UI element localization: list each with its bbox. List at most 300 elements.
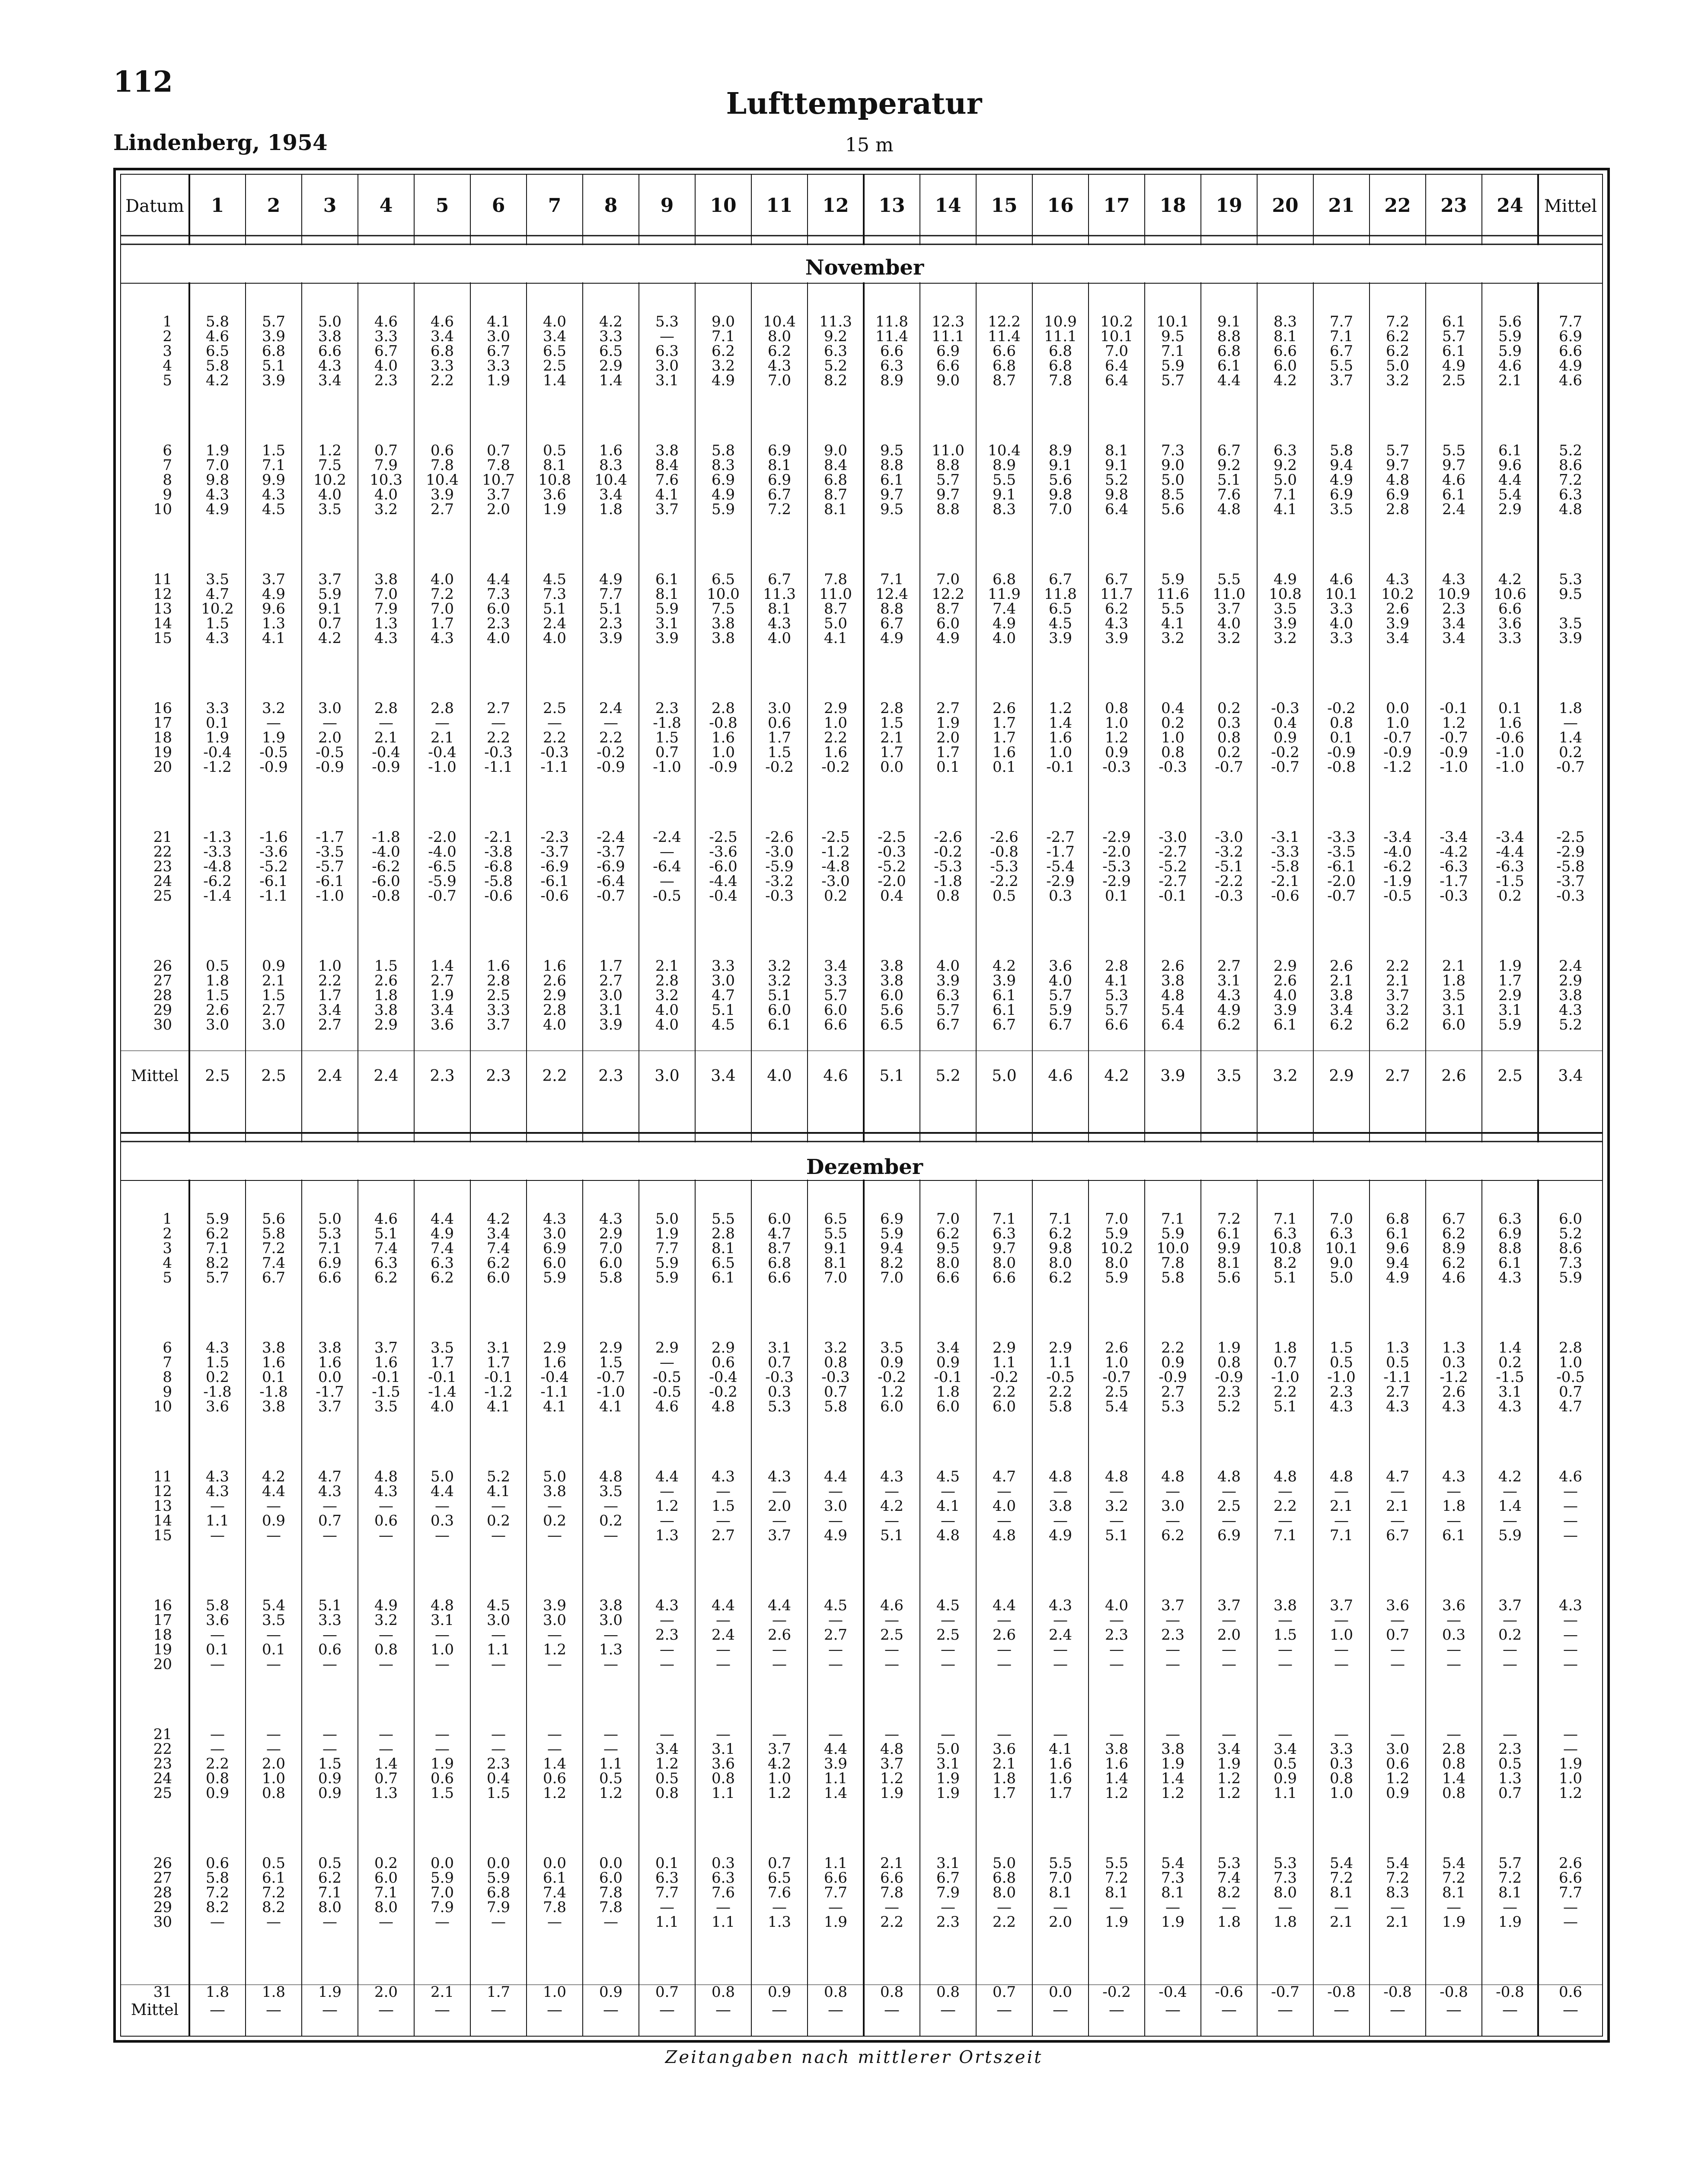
temperature-value: 8.1	[1273, 328, 1297, 345]
temperature-value: 3.0	[767, 700, 792, 717]
temperature-value: -0.6	[1496, 729, 1524, 746]
temperature-value: 6.9	[1386, 486, 1410, 503]
temperature-value: -6.3	[1440, 858, 1468, 875]
temperature-value: —	[1390, 1641, 1405, 1658]
temperature-value: 4.9	[205, 501, 230, 518]
temperature-value: —	[379, 1497, 393, 1515]
temperature-value: -6.1	[316, 873, 344, 890]
temperature-value: —	[1222, 1612, 1236, 1629]
temperature-value: —	[266, 1497, 281, 1515]
temperature-value: 4.6	[205, 328, 230, 345]
temperature-value: -3.7	[540, 843, 569, 860]
day-label: 22	[153, 843, 172, 860]
day-label: 28	[153, 987, 172, 1004]
temperature-value: 2.9	[1048, 1339, 1073, 1356]
temperature-value: —	[660, 1641, 674, 1658]
temperature-value: -3.1	[1271, 828, 1299, 846]
temperature-value: -3.0	[821, 873, 850, 890]
temperature-value: 4.3	[262, 486, 286, 503]
temperature-value: 1.8	[599, 501, 623, 518]
temperature-value: —	[1053, 1483, 1068, 1500]
temperature-value: —	[603, 1497, 618, 1515]
temperature-value: 1.8	[1217, 1913, 1241, 1931]
temperature-value: 6.2	[1217, 1016, 1241, 1033]
temperature-value: 1.0	[1161, 729, 1185, 746]
day-label: 8	[163, 1369, 172, 1386]
temperature-value: 4.3	[1442, 1398, 1466, 1415]
temperature-value: -1.5	[1496, 1369, 1524, 1386]
temperature-value: 6.5	[205, 342, 230, 360]
temperature-value: 5.9	[880, 1225, 904, 1242]
temperature-value: —	[379, 1527, 393, 1544]
temperature-value: 3.3	[430, 357, 454, 374]
temperature-value: —	[1109, 1726, 1124, 1743]
temperature-value: —	[1563, 1626, 1578, 1644]
temperature-value: —	[997, 1656, 1012, 1673]
temperature-value: 1.8	[205, 972, 230, 989]
temperature-value: 7.8	[599, 1899, 623, 1916]
temperature-value: 12.2	[988, 313, 1021, 330]
temperature-value: —	[1053, 1512, 1068, 1529]
temperature-value: 1.4	[543, 372, 567, 389]
temperature-value: 5.4	[262, 1597, 286, 1614]
temperature-value: 0.8	[1161, 744, 1185, 761]
temperature-value: -3.5	[316, 843, 344, 860]
temperature-value: —	[1222, 1656, 1236, 1673]
temperature-value: 3.1	[936, 1755, 960, 1772]
temperature-value: 3.8	[374, 1001, 398, 1019]
temperature-value: 1.5	[318, 1755, 342, 1772]
temperature-value: —	[1390, 1726, 1405, 1743]
temperature-value: 7.5	[711, 600, 735, 617]
temperature-value: —	[1503, 1656, 1517, 1673]
temperature-value: 1.6	[1048, 1770, 1073, 1787]
temperature-value: -0.7	[597, 887, 625, 905]
temperature-value: 7.3	[543, 585, 567, 603]
temperature-value: —	[660, 1899, 674, 1916]
temperature-value: 1.5	[880, 714, 904, 732]
temperature-value: 5.2	[1217, 1398, 1241, 1415]
temperature-value: 0.5	[1386, 1354, 1410, 1371]
temperature-value: -5.7	[316, 858, 344, 875]
temperature-value: 8.3	[1386, 1884, 1410, 1901]
temperature-value: 3.9	[1558, 630, 1583, 647]
temperature-value: 8.8	[880, 600, 904, 617]
temperature-value: -0.4	[428, 744, 457, 761]
temperature-value: 0.0	[543, 1855, 567, 1872]
temperature-value: —	[772, 1512, 787, 1529]
temperature-value: 1.5	[655, 729, 679, 746]
temperature-value: 7.9	[374, 457, 398, 474]
temperature-value: 6.1	[1386, 1225, 1410, 1242]
temperature-value: —	[941, 1483, 955, 1500]
temperature-value: 0.3	[767, 1383, 792, 1401]
temperature-value: —	[1563, 1527, 1578, 1544]
temperature-value: —	[210, 1913, 225, 1931]
temperature-value: 5.4	[1498, 486, 1522, 503]
temperature-value: -0.9	[1215, 1369, 1243, 1386]
temperature-value: -1.4	[428, 1383, 457, 1401]
temperature-value: 4.2	[318, 630, 342, 647]
temperature-value: 0.6	[430, 442, 454, 459]
temperature-value: 0.8	[1217, 729, 1241, 746]
temperature-value: 4.8	[1386, 471, 1410, 489]
temperature-value: 4.0	[1273, 987, 1297, 1004]
mean-value: —	[1165, 2001, 1181, 2019]
temperature-value: 3.4	[936, 1339, 960, 1356]
temperature-value: 6.7	[1329, 342, 1354, 360]
temperature-value: 1.5	[374, 957, 398, 975]
temperature-value: 4.0	[1105, 1597, 1129, 1614]
temperature-value: —	[1053, 1899, 1068, 1916]
day-label: 21	[153, 1726, 172, 1743]
temperature-value: 4.3	[1498, 1398, 1522, 1415]
temperature-value: 6.7	[374, 342, 398, 360]
temperature-value: 4.2	[767, 1755, 792, 1772]
temperature-value: 1.7	[486, 1983, 511, 2001]
mean-row-label: Mittel	[131, 1067, 179, 1085]
temperature-value: 5.9	[1498, 1527, 1522, 1544]
temperature-value: 1.6	[374, 1354, 398, 1371]
temperature-value: 4.4	[711, 1597, 735, 1614]
temperature-value: —	[1563, 1512, 1578, 1529]
temperature-value: 8.1	[767, 600, 792, 617]
temperature-value: 5.5	[711, 1210, 735, 1228]
temperature-value: 3.5	[262, 1612, 286, 1629]
temperature-value: 4.8	[936, 1527, 960, 1544]
temperature-value: 0.8	[824, 1983, 848, 2001]
temperature-value: 2.3	[1329, 1383, 1354, 1401]
temperature-value: —	[1563, 1656, 1578, 1673]
day-label: 18	[153, 729, 172, 746]
temperature-value: 8.0	[1273, 1884, 1297, 1901]
temperature-value: -6.1	[1327, 858, 1356, 875]
temperature-value: 3.9	[655, 630, 679, 647]
temperature-value: 3.2	[711, 357, 735, 374]
temperature-value: —	[660, 1512, 674, 1529]
temperature-value: -2.5	[709, 828, 737, 846]
temperature-value: 3.9	[824, 1755, 848, 1772]
temperature-value: 2.0	[1048, 1913, 1073, 1931]
temperature-value: 7.6	[711, 1884, 735, 1901]
temperature-value: 0.1	[205, 714, 230, 732]
temperature-value: 4.2	[992, 957, 1016, 975]
temperature-value: -3.8	[484, 843, 513, 860]
temperature-value: 0.7	[767, 1855, 792, 1872]
temperature-value: 4.2	[880, 1497, 904, 1515]
temperature-value: 8.1	[1105, 1884, 1129, 1901]
temperature-value: 7.0	[599, 1240, 623, 1257]
temperature-value: -0.3	[765, 1369, 794, 1386]
temperature-value: 4.0	[1217, 615, 1241, 632]
temperature-value: 5.8	[262, 1225, 286, 1242]
temperature-value: 4.3	[1442, 571, 1466, 588]
temperature-value: -0.8	[1327, 758, 1356, 776]
temperature-value: 1.2	[1105, 729, 1129, 746]
temperature-value: 6.3	[1329, 1225, 1354, 1242]
temperature-value: -1.7	[316, 828, 344, 846]
temperature-value: 4.5	[711, 1016, 735, 1033]
temperature-value: -0.3	[540, 744, 569, 761]
temperature-value: 8.1	[711, 1240, 735, 1257]
temperature-value: —	[772, 1726, 787, 1743]
temperature-value: 2.8	[711, 1225, 735, 1242]
mean-value: 3.2	[1273, 1067, 1298, 1085]
temperature-value: -1.0	[316, 887, 344, 905]
temperature-value: 1.1	[824, 1770, 848, 1787]
temperature-value: —	[1390, 1656, 1405, 1673]
month-name: Dezember	[806, 1155, 923, 1179]
temperature-value: —	[828, 1899, 843, 1916]
temperature-value: 5.9	[655, 600, 679, 617]
temperature-value: 1.7	[992, 729, 1016, 746]
temperature-value: -4.8	[203, 858, 232, 875]
temperature-value: 4.3	[1386, 571, 1410, 588]
temperature-value: 3.1	[430, 1612, 454, 1629]
temperature-value: 9.4	[880, 1240, 904, 1257]
temperature-value: —	[660, 1612, 674, 1629]
temperature-value: —	[828, 1641, 843, 1658]
temperature-value: 11.4	[988, 328, 1021, 345]
temperature-value: 6.0	[824, 1001, 848, 1019]
temperature-value: 1.1	[711, 1913, 735, 1931]
temperature-value: 7.0	[1048, 1869, 1073, 1887]
temperature-value: 4.9	[992, 615, 1016, 632]
temperature-value: 4.3	[1558, 1001, 1583, 1019]
temperature-value: 1.1	[1048, 1354, 1073, 1371]
temperature-value: 10.2	[1100, 313, 1133, 330]
temperature-value: 1.9	[880, 1785, 904, 1802]
day-label: 16	[153, 1597, 172, 1614]
temperature-value: 3.3	[1329, 630, 1354, 647]
temperature-value: 4.9	[1217, 1001, 1241, 1019]
temperature-value: 3.4	[655, 1740, 679, 1758]
temperature-value: -1.0	[428, 758, 457, 776]
temperature-value: 4.4	[1217, 372, 1241, 389]
temperature-value: -1.8	[653, 714, 681, 732]
temperature-value: 9.8	[1048, 486, 1073, 503]
temperature-value: —	[1563, 1740, 1578, 1758]
temperature-value: 1.2	[1442, 714, 1466, 732]
temperature-value: —	[1165, 1899, 1180, 1916]
temperature-value: 3.9	[262, 328, 286, 345]
temperature-value: —	[547, 1913, 562, 1931]
temperature-value: 4.5	[936, 1468, 960, 1485]
temperature-value: 6.0	[936, 615, 960, 632]
temperature-value: 2.2	[543, 729, 567, 746]
mean-value: 4.0	[767, 1067, 792, 1085]
temperature-value: 5.6	[1498, 313, 1522, 330]
temperature-value: 7.2	[1386, 313, 1410, 330]
temperature-value: 4.3	[767, 1468, 792, 1485]
temperature-value: 1.6	[1498, 714, 1522, 732]
temperature-value: 8.1	[1217, 1254, 1241, 1272]
temperature-value: -5.2	[259, 858, 288, 875]
temperature-value: 2.2	[1386, 957, 1410, 975]
day-label: 8	[163, 471, 172, 489]
temperature-value: 6.1	[1498, 1254, 1522, 1272]
temperature-value: 2.6	[1105, 1339, 1129, 1356]
temperature-value: 6.3	[936, 987, 960, 1004]
temperature-value: 7.4	[992, 600, 1016, 617]
mean-value: —	[1277, 2001, 1293, 2019]
temperature-value: 9.7	[880, 486, 904, 503]
temperature-value: 3.9	[599, 630, 623, 647]
temperature-value: 4.7	[711, 987, 735, 1004]
temperature-value: 0.3	[1217, 714, 1241, 732]
temperature-value: -1.5	[372, 1383, 400, 1401]
temperature-value: —	[547, 1626, 562, 1644]
temperature-value: 9.0	[1329, 1254, 1354, 1272]
temperature-value: 4.3	[1105, 615, 1129, 632]
temperature-value: -0.3	[1440, 887, 1468, 905]
temperature-value: 8.6	[1558, 1240, 1583, 1257]
temperature-value: 0.7	[824, 1383, 848, 1401]
temperature-value: -6.2	[1383, 858, 1412, 875]
temperature-value: 3.0	[711, 972, 735, 989]
temperature-value: 3.9	[1048, 630, 1073, 647]
temperature-value: 0.4	[486, 1770, 511, 1787]
temperature-value: 5.5	[1105, 1855, 1129, 1872]
temperature-value: 0.9	[262, 957, 286, 975]
temperature-value: 1.1	[992, 1354, 1016, 1371]
temperature-value: 8.0	[936, 1254, 960, 1272]
temperature-value: —	[603, 1740, 618, 1758]
temperature-value: 1.6	[992, 744, 1016, 761]
temperature-value: —	[997, 1641, 1012, 1658]
temperature-value: —	[716, 1899, 731, 1916]
temperature-value: -5.2	[1159, 858, 1187, 875]
temperature-value: 6.7	[936, 1869, 960, 1887]
temperature-value: 11.6	[1156, 585, 1189, 603]
temperature-value: 3.2	[262, 700, 286, 717]
temperature-value: 7.2	[1558, 471, 1583, 489]
day-label: 2	[163, 328, 172, 345]
temperature-value: 1.2	[1217, 1770, 1241, 1787]
temperature-value: —	[1278, 1483, 1293, 1500]
temperature-value: 1.2	[599, 1785, 623, 1802]
temperature-value: 7.0	[880, 1269, 904, 1286]
temperature-value: 8.1	[1161, 1884, 1185, 1901]
temperature-value: —	[772, 1656, 787, 1673]
temperature-value: 3.0	[486, 328, 511, 345]
temperature-value: 6.4	[1161, 1016, 1185, 1033]
temperature-value: -0.1	[484, 1369, 513, 1386]
temperature-value: 2.9	[1498, 501, 1522, 518]
temperature-value: 9.9	[262, 471, 286, 489]
temperature-value: 3.4	[430, 328, 454, 345]
temperature-value: 4.2	[486, 1210, 511, 1228]
temperature-value: 1.9	[430, 1755, 454, 1772]
temperature-value: 9.2	[1217, 457, 1241, 474]
temperature-value: 6.7	[767, 571, 792, 588]
temperature-value: 5.4	[1105, 1398, 1129, 1415]
temperature-value: -0.4	[1159, 1983, 1187, 2001]
temperature-value: 1.2	[880, 1770, 904, 1787]
mean-value: 2.5	[261, 1067, 286, 1085]
temperature-value: 4.9	[1329, 471, 1354, 489]
temperature-value: 1.9	[936, 714, 960, 732]
temperature-value: -0.8	[1327, 1983, 1356, 2001]
temperature-value: 3.1	[711, 1740, 735, 1758]
temperature-value: 6.6	[1273, 342, 1297, 360]
temperature-value: 4.4	[1498, 471, 1522, 489]
temperature-value: -0.5	[259, 744, 288, 761]
temperature-value: —	[547, 714, 562, 732]
temperature-value: 5.7	[936, 471, 960, 489]
temperature-value: 2.5	[1442, 372, 1466, 389]
temperature-value: —	[1334, 1641, 1349, 1658]
temperature-value: 9.4	[1329, 457, 1354, 474]
temperature-value: 6.9	[767, 471, 792, 489]
temperature-value: 8.4	[655, 457, 679, 474]
temperature-value: 7.2	[1386, 1869, 1410, 1887]
temperature-value: —	[603, 1626, 618, 1644]
temperature-value: 3.0	[318, 700, 342, 717]
temperature-value: 8.2	[824, 372, 848, 389]
temperature-value: 0.8	[1329, 714, 1354, 732]
temperature-value: 4.3	[1498, 1269, 1522, 1286]
mean-value: 4.6	[1048, 1067, 1073, 1085]
temperature-value: —	[1503, 1726, 1517, 1743]
temperature-value: -0.5	[1556, 1369, 1585, 1386]
temperature-value: 1.9	[430, 987, 454, 1004]
temperature-value: -0.7	[1215, 758, 1243, 776]
temperature-value: -0.4	[709, 1369, 737, 1386]
temperature-value: 7.0	[936, 1210, 960, 1228]
temperature-value: 4.9	[599, 571, 623, 588]
column-header-hour: 2	[267, 195, 281, 217]
temperature-value: 3.9	[1273, 615, 1297, 632]
temperature-value: 2.3	[486, 1755, 511, 1772]
temperature-value: —	[210, 1626, 225, 1644]
mean-value: 3.0	[654, 1067, 680, 1085]
day-label: 29	[153, 1899, 172, 1916]
temperature-value: —	[1053, 1726, 1068, 1743]
temperature-value: 7.8	[1048, 372, 1073, 389]
temperature-value: -0.5	[316, 744, 344, 761]
temperature-value: 3.5	[1442, 987, 1466, 1004]
temperature-value: 3.9	[543, 1597, 567, 1614]
temperature-value: 0.9	[318, 1770, 342, 1787]
temperature-value: -0.9	[1327, 744, 1356, 761]
temperature-value: 1.6	[599, 442, 623, 459]
temperature-value: 1.5	[599, 1354, 623, 1371]
temperature-value: 4.8	[374, 1468, 398, 1485]
temperature-value: 4.3	[205, 1483, 230, 1500]
temperature-value: 5.6	[1048, 471, 1073, 489]
temperature-value: 3.7	[1217, 600, 1241, 617]
temperature-value: —	[1165, 1512, 1180, 1529]
column-header-hour: 11	[766, 195, 793, 217]
temperature-value: 8.0	[767, 328, 792, 345]
temperature-value: 5.9	[543, 1269, 567, 1286]
temperature-value: -0.6	[540, 887, 569, 905]
temperature-value: —	[1446, 1512, 1461, 1529]
station-label: Lindenberg, 1954	[113, 130, 328, 155]
temperature-value: 6.0	[936, 1398, 960, 1415]
temperature-value: 4.8	[880, 1740, 904, 1758]
temperature-value: —	[1222, 1641, 1236, 1658]
temperature-value: 11.8	[875, 313, 908, 330]
temperature-value: 4.0	[318, 486, 342, 503]
temperature-value: 4.1	[486, 313, 511, 330]
temperature-value: 6.2	[1161, 1527, 1185, 1544]
temperature-value: 1.9	[655, 1225, 679, 1242]
temperature-value: —	[941, 1899, 955, 1916]
temperature-value: 6.7	[1217, 442, 1241, 459]
temperature-value: —	[660, 1354, 674, 1371]
